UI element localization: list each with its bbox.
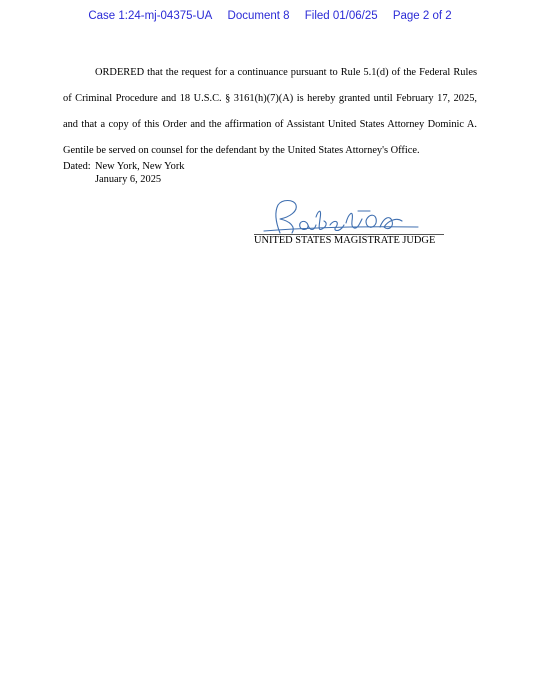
case-header — [0, 10, 540, 22]
dated-date-row — [63, 173, 185, 186]
page-number: Page 2 of 2 — [392, 10, 452, 22]
order-text: ORDERED that the request for a continuance pursuant to Rule 5.1(d) of the Federal Rules of Criminal Procedure and 18 U.S.C. § 3161(h)(7)(A) is hereby granted until February 17, 2025, and that a copy of this Order and the affirmation of Assistant United States Attorney Dominic A. Gentile be served on counsel for the defendant by the United States Attorney's Office. — [63, 67, 477, 156]
dated-label: Dated: — [63, 161, 91, 172]
dated-place-row — [63, 160, 185, 173]
judge-title: UNITED STATES MAGISTRATE JUDGE — [254, 235, 436, 246]
dated-date: January 6, 2025 — [95, 174, 162, 185]
dated-place: New York, New York — [95, 161, 185, 172]
case-number: Case 1:24-mj-04375-UA — [88, 10, 213, 22]
dated-spacer — [63, 173, 95, 186]
filed-date: Filed 01/06/25 — [304, 10, 378, 22]
dated-block — [63, 160, 185, 186]
signature-strokes — [264, 201, 418, 234]
document-number: Document 8 — [227, 10, 290, 22]
judge-signature — [262, 197, 422, 237]
order-paragraph — [63, 60, 477, 164]
